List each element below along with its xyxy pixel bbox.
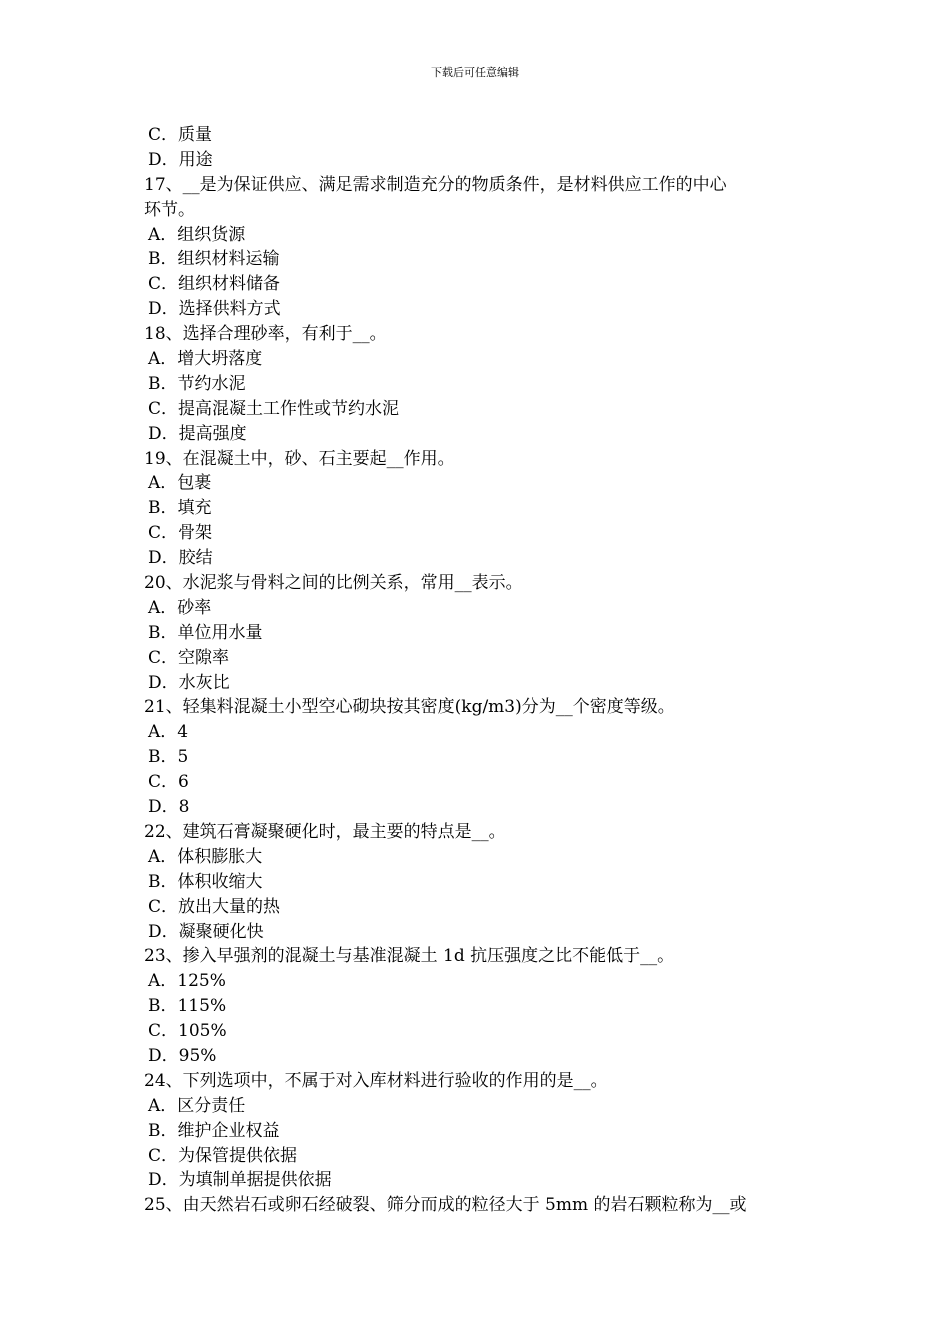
answer-option: D．为填制单据提供依据 <box>148 1170 332 1191</box>
question-text: 21、轻集料混凝土小型空心砌块按其密度(kg/m3)分为__个密度等级。 <box>144 697 675 718</box>
answer-option: C．空隙率 <box>148 647 230 668</box>
document-body <box>144 123 814 1218</box>
answer-option: B．单位用水量 <box>148 622 263 643</box>
question-text: 24、下列选项中，不属于对入库材料进行验收的作用的是__。 <box>144 1070 608 1091</box>
answer-option: D．提高强度 <box>148 423 247 444</box>
question-text: 17、__是为保证供应、满足需求制造充分的物质条件，是材料供应工作的中心 <box>144 174 727 195</box>
answer-option: A．体积膨胀大 <box>148 846 263 867</box>
answer-option: B．115% <box>148 996 227 1017</box>
answer-option: D．选择供料方式 <box>148 299 281 320</box>
answer-option: A．砂率 <box>148 597 212 618</box>
answer-option: C．6 <box>148 772 189 793</box>
answer-option: C．放出大量的热 <box>148 896 281 917</box>
answer-option: D．凝聚硬化快 <box>148 921 264 942</box>
answer-option: D．水灰比 <box>148 672 230 693</box>
question-text: 20、水泥浆与骨料之间的比例关系，常用__表示。 <box>144 573 523 594</box>
answer-option: A．区分责任 <box>148 1095 246 1116</box>
question-text: 环节。 <box>144 199 195 220</box>
answer-option: A．4 <box>148 722 189 743</box>
answer-option: C．质量 <box>148 125 213 145</box>
answer-option: D．95% <box>148 1045 217 1066</box>
answer-option: D．用途 <box>148 149 213 170</box>
question-text: 23、掺入早强剂的混凝土与基准混凝土 1d 抗压强度之比不能低于__。 <box>144 946 675 967</box>
question-text: 22、建筑石膏凝聚硬化时，最主要的特点是__。 <box>144 821 506 842</box>
answer-option: D．8 <box>148 797 190 818</box>
page-header: 下载后可任意编辑 <box>431 66 519 79</box>
answer-option: C．105% <box>148 1021 227 1042</box>
answer-option: C．提高混凝土工作性或节约水泥 <box>148 398 400 419</box>
answer-option: A．包裹 <box>148 473 212 494</box>
answer-option: D．胶结 <box>148 548 213 569</box>
answer-option: B．填充 <box>148 498 212 519</box>
question-text: 25、由天然岩石或卵石经破裂、筛分而成的粒径大于 5mm 的岩石颗粒称为__或 <box>144 1195 747 1216</box>
answer-option: A．组织货源 <box>148 224 246 245</box>
answer-option: B．节约水泥 <box>148 373 246 394</box>
answer-option: C．组织材料储备 <box>148 274 281 295</box>
answer-option: C．为保管提供依据 <box>148 1145 298 1166</box>
answer-option: B．5 <box>148 747 189 768</box>
answer-option: A．125% <box>148 971 226 992</box>
answer-option: A．增大坍落度 <box>148 349 263 370</box>
answer-option: B．组织材料运输 <box>148 249 280 270</box>
answer-option: B．维护企业权益 <box>148 1120 280 1141</box>
question-text: 18、选择合理砂率，有利于__。 <box>144 324 387 345</box>
answer-option: B．体积收缩大 <box>148 871 263 892</box>
question-text: 19、在混凝土中，砂、石主要起__作用。 <box>144 448 455 469</box>
answer-option: C．骨架 <box>148 523 213 544</box>
